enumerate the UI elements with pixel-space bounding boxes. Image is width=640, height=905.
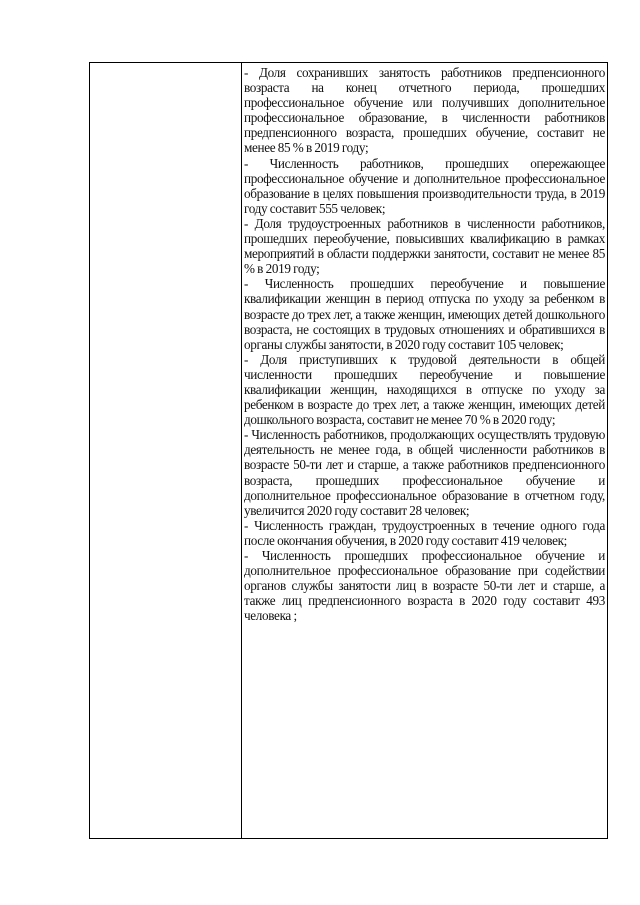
indicator-item: - Доля сохранивших занятость работников предпенсионного возраста на конец отчетного периода, прошедших профессиональное обучение или получивших дополнительное профессиональное образование, в численности работников предпенсионного возраста, прошедших обучение, составит не менее 85 % в 2019 году;: [244, 65, 605, 156]
indicator-item: - Численность граждан, трудоустроенных в течение одного года после окончания обучения, в 2020 году составит 419 человек;: [244, 517, 605, 548]
indicator-item: - Численность прошедших профессиональное обучение и дополнительное профессиональное образование при содействии органов службы занятости лиц в возрасте 50-ти лет и старше, а также лиц предпенсионного возраста в 2020 году составит 493 человека ;: [244, 548, 605, 624]
indicators-table: [89, 62, 608, 839]
table-left-column: [90, 63, 242, 838]
indicator-item: - Численность работников, прошедших опережающее профессиональное обучение и дополнительное профессиональное образование в целях повышения производительности труда, в 2019 году составит 555 человек;: [244, 155, 605, 216]
indicator-item: - Доля трудоустроенных работников в численности работников, прошедших переобучение, повысивших квалификацию в рамках мероприятий в области поддержки занятости, составит не менее 85 % в 2019 году;: [244, 215, 605, 277]
table-right-column: [242, 63, 607, 838]
indicator-item: - Численность работников, продолжающих осуществлять трудовую деятельность не менее года, в общей численности работников в возрасте 50-ти лет и старше, а также работников предпенсионного возраста, прошедших профессиональное обучение и дополнительное профессиональное образование в отчетном году, увеличится 2020 году составит 28 человек;: [244, 427, 605, 518]
indicator-item: - Доля приступивших к трудовой деятельности в общей численности прошедших переобучение и повышение квалификации женщин, находящихся в отпуске по уходу за ребенком в возрасте до трех лет, а также женщин, имеющих детей дошкольного возраста, составит не менее 70 % в 2020 году;: [244, 351, 605, 428]
indicator-item: - Численность прошедших переобучение и повышение квалификации женщин в период отпуска по уходу за ребенком в возрасте до трех лет, а также женщин, имеющих детей дошкольного возраста, не состоящих в трудовых отношениях и обратившихся в органы службы занятости, в 2020 году составит 105 человек;: [244, 276, 605, 352]
